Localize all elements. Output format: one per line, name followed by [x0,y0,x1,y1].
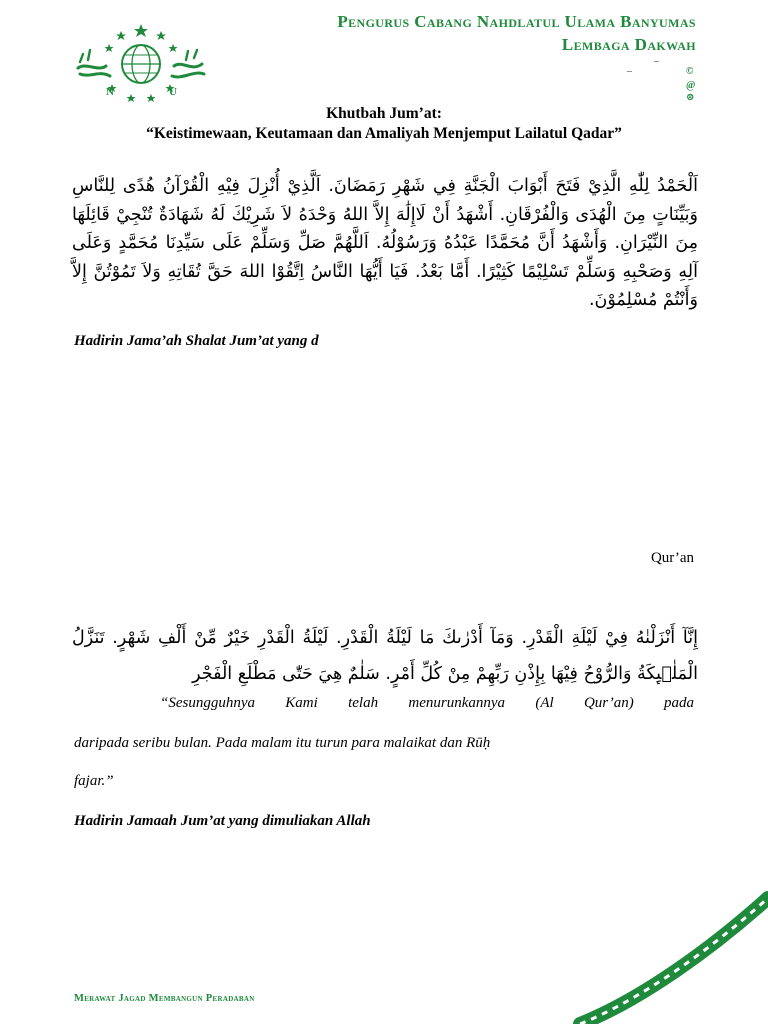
rope-ornament-icon [560,880,768,1024]
section-heading-1: Hadirin Jama’ah Shalat Jum’at yang d [74,333,319,349]
header-dash: – [654,56,659,67]
translation-line-1: “Sesungguhnya Kami telah menurunkannya (Al Qur’an) pada [160,695,694,711]
copyright-icon: © [686,66,694,77]
header-dash: – [627,66,632,77]
footer-motto: Merawat Jagad Membangun Peradaban [74,993,255,1004]
nu-logo-icon [76,22,206,104]
org-sub-name: Lembaga Dakwah [561,35,696,54]
translation-line-3: fajar.” [74,773,114,789]
web-icon: ⊜ [686,92,695,103]
quran-label: Qur’an [650,550,694,566]
quran-verse-arabic: إِنَّآ أَنْزَلْنٰهُ فِيْ لَيْلَةِ الْقَدْرِ. وَمَآ أَدْرٰىكَ مَا لَيْلَةُ الْقَدْرِ. لَيْلَةُ الْقَدْرِ خَيْرٌ مِّنْ أَلْفِ شَهْرٍ. تَنَزَّلُ الْمَلٰۤىِٕكَةُ وَالرُّوْحُ فِيْهَا بِإِذْنِ رَبِّهِمْ مِنْ كُلِّ أَمْرٍ. سَلٰمٌ هِيَ حَتّٰى مَطْلَعِ الْفَجْرِ [72,628,698,684]
title-line-2: “Keistimewaan, Keutamaan dan Amaliyah Menjemput Lailatul Qadar” [146,125,622,142]
title-line-1: Khutbah Jum’at: [326,105,442,122]
org-name: Pengurus Cabang Nahdlatul Ulama Banyumas [337,12,696,31]
logo-letter-n: N [106,86,114,98]
email-icon: @ [686,80,696,91]
section-heading-2: Hadirin Jamaah Jum’at yang dimuliakan Allah [74,813,371,829]
logo-letter-u: U [169,86,177,98]
translation-line-2: daripada seribu bulan. Pada malam itu turun para malaikat dan Rūḥ [74,735,491,751]
document-title [74,104,694,144]
opening-arabic-text: اَلْحَمْدُ لِلّٰهِ الَّذِيْ فَتَحَ أَبْوَابَ الْجَنَّةِ فِي شَهْرِ رَمَضَانَ. اَلَّذِيْ أُنْزِلَ فِيْهِ الْقُرْآنُ هُدًى لِلنَّاسِ وَبَيِّنَاتٍ مِنَ الْهُدَى وَالْفُرْقَانِ. أَشْهَدُ أَنْ لَاإِلَٰهَ إِلاَّ اللهُ وَحْدَهُ لاَ شَرِيْكَ لَهُ شَهَادَةٌ تُنْجِيْ قَائِلَهَا مِنَ النِّيْرَانِ. وَأَشْهَدُ أَنَّ مُحَمَّدًا عَبْدُهُ وَرَسُوْلُهُ. اَللَّهُمَّ صَلِّ وَسَلِّمْ عَلَى سَيِّدِنَا مُحَمَّدٍ وَعَلَى آلِهِ وَصَحْبِهِ وَسَلِّمْ تَسْلِيْمًا كَثِيْرًا. أَمَّا بَعْدُ. فَيَا أَيُّهَا النَّاسُ اِتَّقُوْا اللهَ حَقَّ تُقَاتِهِ وَلاَ تَمُوْتُنَّ إِلاَّ وَأَنْتُمْ مُسْلِمُوْنَ. [72,176,698,310]
